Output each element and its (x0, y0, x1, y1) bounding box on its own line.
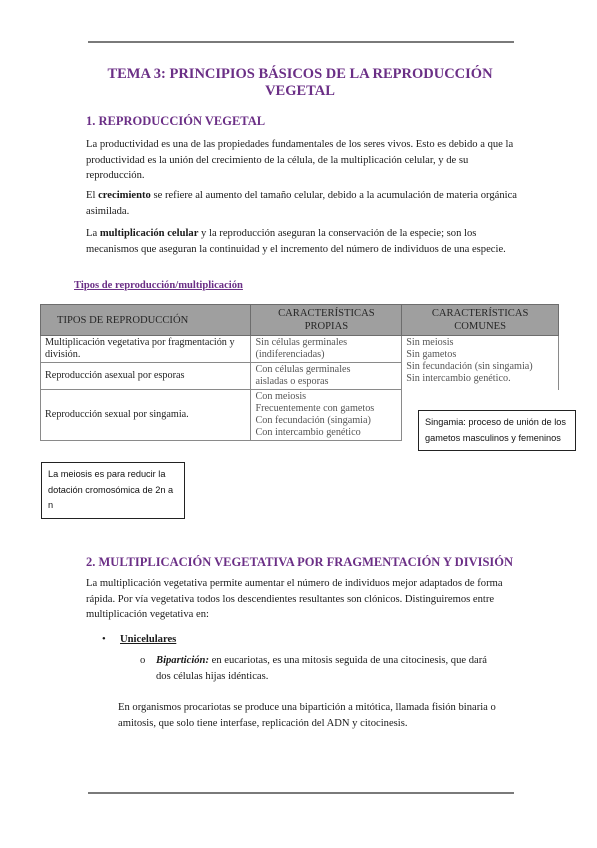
note-meiosis: La meiosis es para reducir la dotación cromosómica de 2n a n (41, 462, 185, 519)
note-singamia: Singamia: proceso de unión de los gametos masculinos y femeninos (418, 410, 576, 451)
bullet-unicelulares (102, 632, 176, 648)
table-cell-own (251, 363, 402, 390)
table-cell-type: Reproducción asexual por esporas (41, 363, 251, 390)
subheading-tipos: Tipos de reproducción/multiplicación (74, 280, 243, 291)
table-cell-own (251, 390, 402, 441)
section2-paragraph-2: En organismos procariotas se produce una bipartición a mitótica, llamada fisión binaria o amitosis, que solo tiene interfase, replicación del ADN y citocinesis. (118, 702, 496, 729)
paragraph-text: se refiere al aumento del tamaño celular, debido a la acumulación de materia orgánica asimilada. (86, 190, 517, 217)
table-header: CARACTERÍSTICAS COMUNES (402, 305, 559, 336)
cell-line: Con intercambio genético (255, 427, 361, 438)
sub-bullet-biparticion (140, 653, 500, 684)
cell-line: Sin intercambio genético. (406, 373, 511, 384)
cell-line: Frecuentemente con gametos (255, 403, 375, 414)
term-biparticion: Bipartición: (156, 655, 209, 666)
cell-line: Sin células germinales (255, 337, 348, 348)
page-title: TEMA 3: PRINCIPIOS BÁSICOS DE LA REPRODUCCIÓN VEGETAL (107, 66, 493, 99)
cell-line: Con células germinales (255, 364, 351, 375)
top-rule (88, 41, 514, 43)
section2-heading: 2. MULTIPLICACIÓN VEGETATIVA POR FRAGMENTACIÓN Y DIVISIÓN (86, 555, 514, 569)
bottom-rule (88, 792, 514, 794)
paragraph-text: La (86, 228, 100, 239)
term-multiplicacion-celular: multiplicación celular (99, 228, 199, 239)
cell-line: aisladas o esporas (255, 376, 329, 387)
cell-line: Sin gametos (406, 349, 457, 360)
table-cell-type: Reproducción sexual por singamia. (41, 390, 251, 441)
table-header: TIPOS DE REPRODUCCIÓN (41, 305, 251, 336)
section1-paragraph-2 (86, 188, 518, 219)
paragraph-text: y la reproducción aseguran la conservación de la especie; son los mecanismos que aseguran la continuidad y el incremento del número de individuos de una especie. (86, 228, 506, 255)
bullet-dot-icon: • (102, 634, 106, 645)
cell-line: Sin meiosis (406, 337, 454, 348)
bullet-label: Unicelulares (120, 634, 177, 645)
section1-paragraph-1: La productividad es una de las propiedades fundamentales de los seres vivos. Esto es debido a que la productividad es la unión del crecimiento de la célula, de la multiplicación celular, y de su reproducción. (86, 139, 514, 181)
sub-bullet-text (140, 653, 500, 684)
section2-paragraph-1: La multiplicación vegetativa permite aumentar el número de individuos mejor adaptados de forma rápida. Por vía vegetativa todos los descendientes resultantes son clónicos. Distinguiremos entre multiplicación vegetativa en: (86, 578, 503, 620)
cell-line: Con meiosis (255, 391, 307, 402)
term-crecimiento: crecimiento (98, 190, 151, 201)
table-header: CARACTERÍSTICAS PROPIAS (251, 305, 402, 336)
section1-paragraph-3 (86, 226, 518, 257)
sub-bullet-rest: en eucariotas, es una mitosis seguida de una citocinesis, que dará dos células hijas idénticas. (156, 655, 487, 682)
circle-bullet-icon: o (140, 655, 146, 666)
table-row (41, 336, 559, 363)
cell-line: Con fecundación (singamia) (255, 415, 371, 426)
table-cell-own (251, 336, 402, 363)
section1-heading: 1. REPRODUCCIÓN VEGETAL (86, 114, 266, 128)
table-cell-common (402, 336, 559, 390)
cell-line: (indiferenciadas) (255, 349, 325, 360)
cell-line: Sin fecundación (sin singamia) (406, 361, 533, 372)
table-cell-type: Multiplicación vegetativa por fragmentación y división. (41, 336, 251, 363)
paragraph-text: El (86, 190, 99, 201)
table-header-row (41, 305, 559, 336)
